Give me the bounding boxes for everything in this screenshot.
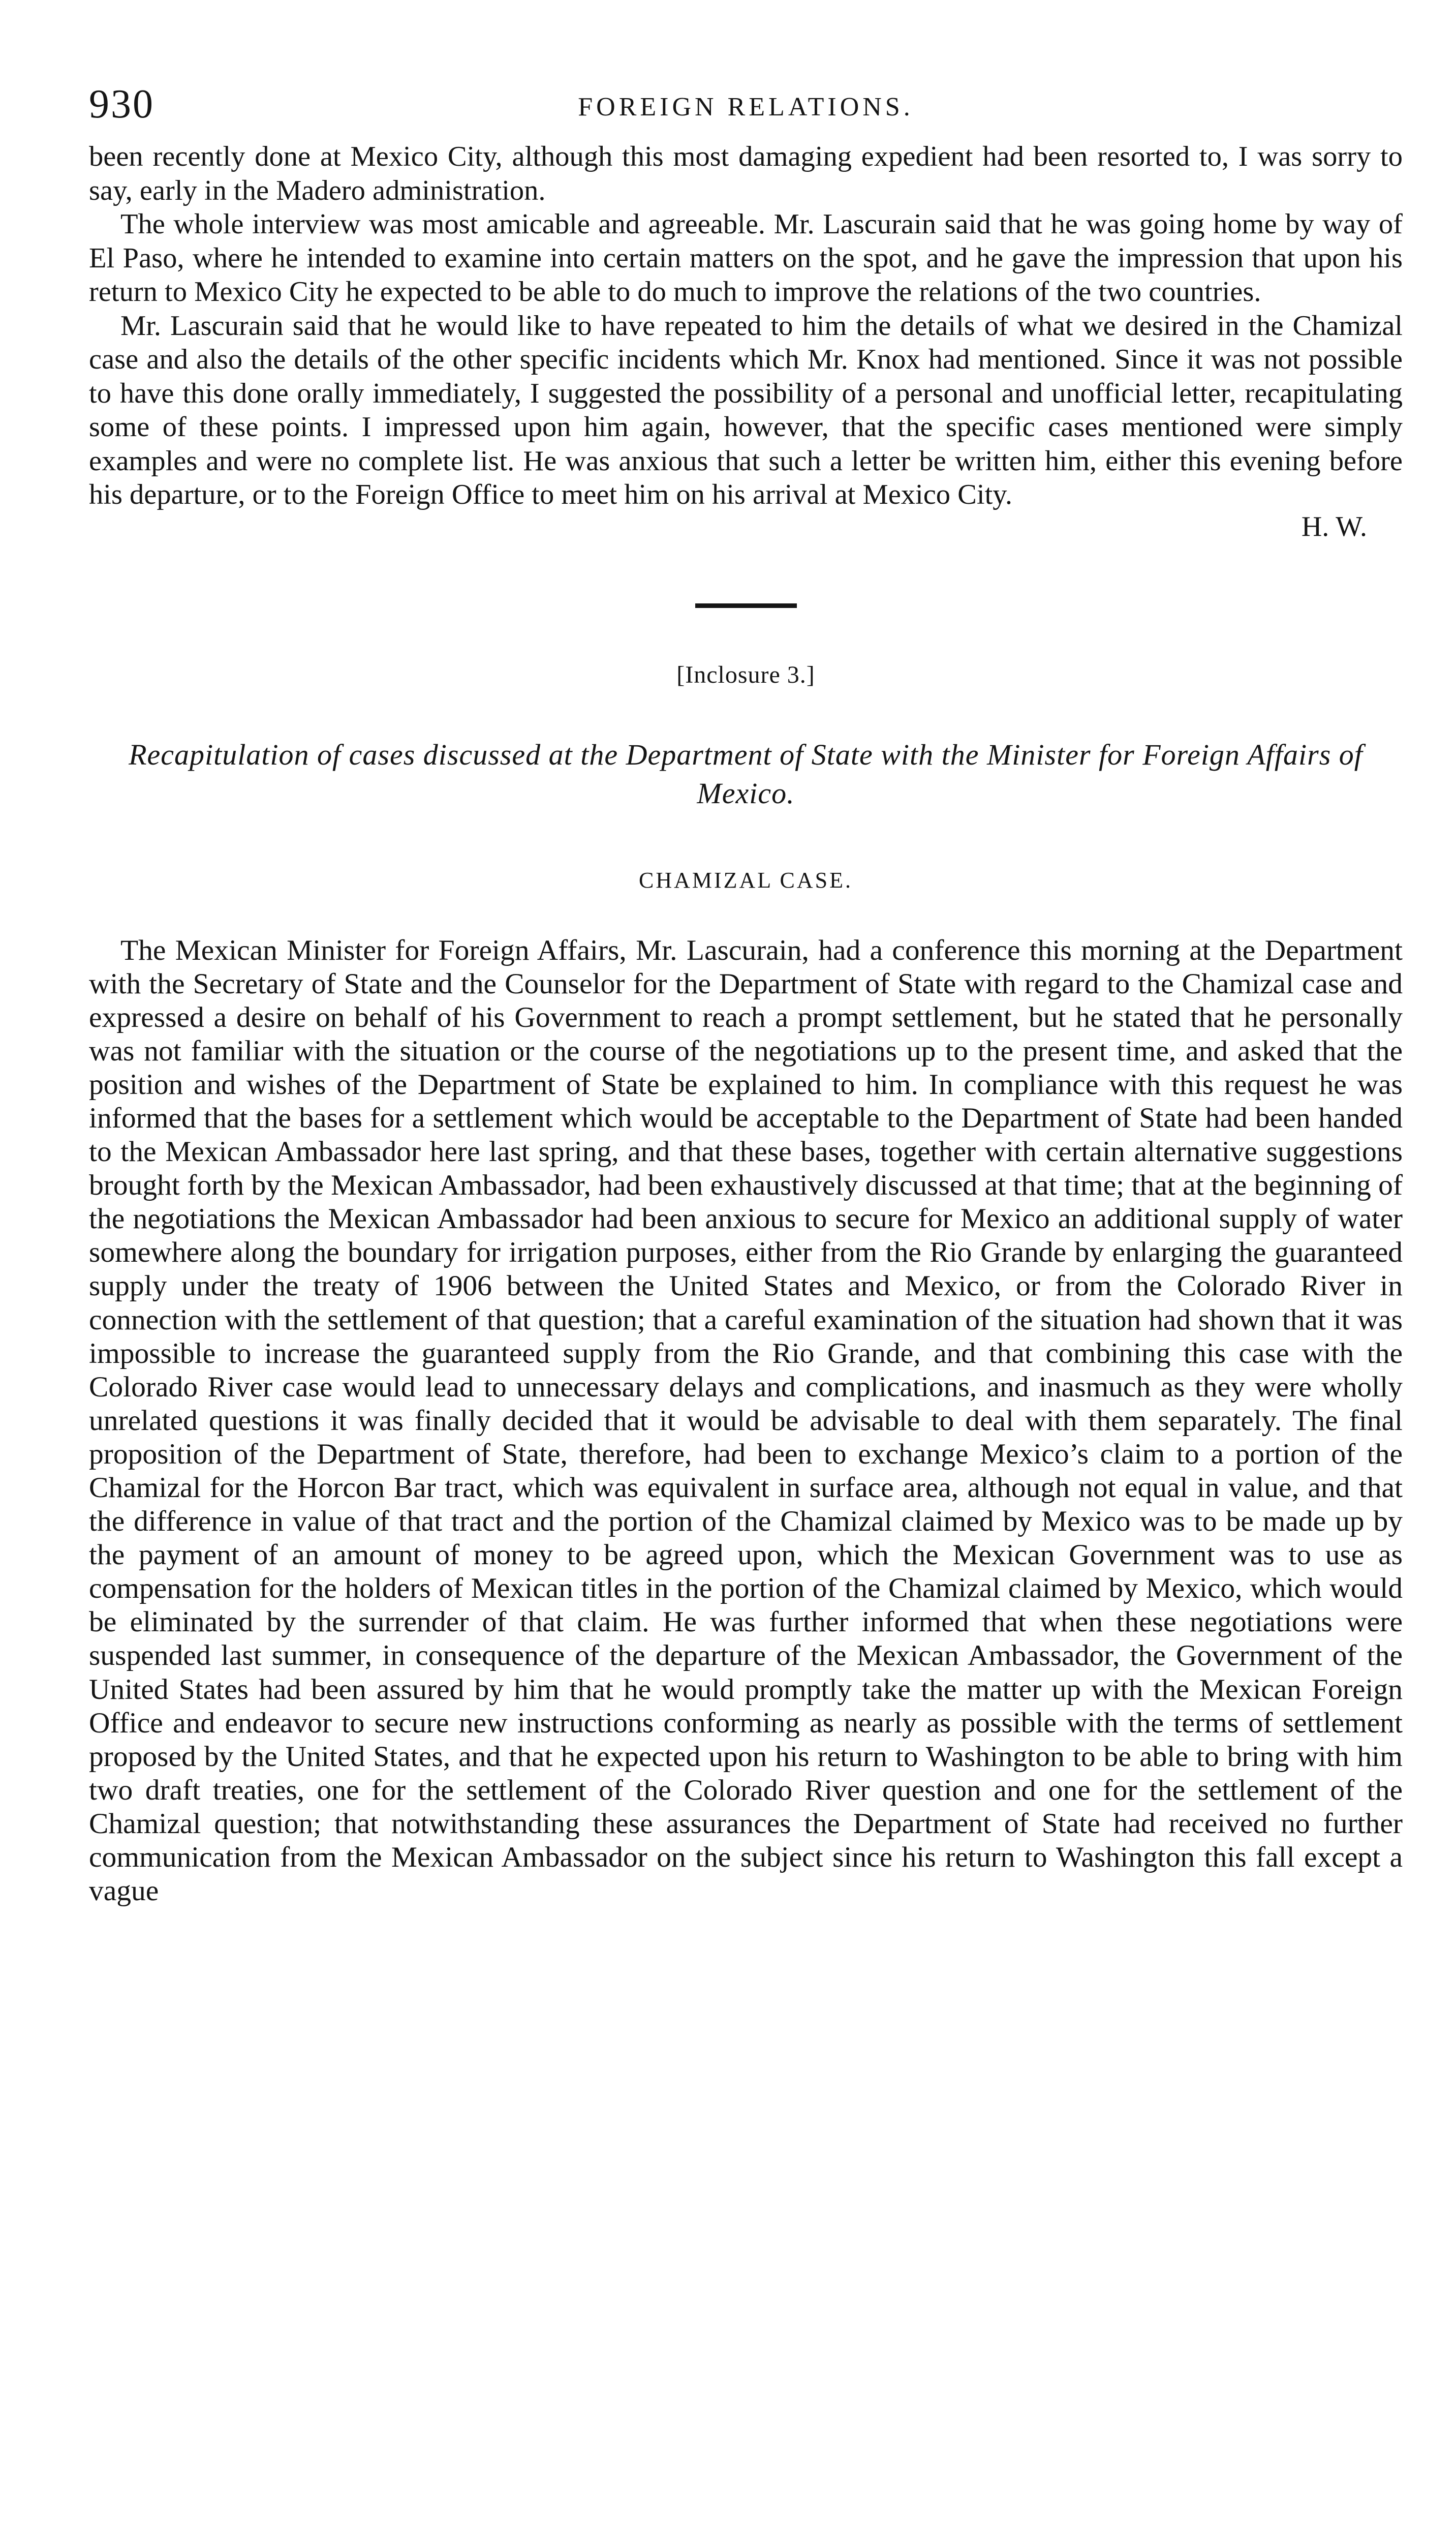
paragraph-details-request: Mr. Lascurain said that he would like to have repeated to him the details of what we desired in the Chamizal case and also the details of the other specific incidents which Mr. Knox had mentioned. Since it was not possible to have this done orally immediately, I suggested the possibility of a personal and unofficial letter, recapitulating some of these points. I impressed upon him again, however, that the specific cases mentioned were simply examples and were no complete list. He was anxious that such a letter be written him, either this evening before his departure, or to the Foreign Office to meet him on his arrival at Mexico City.: [89, 310, 1403, 510]
paragraph-interview: The whole interview was most amicable and agreeable. Mr. Lascurain said that he was going home by way of El Paso, where he intended to examine into certain matters on the spot, and he gave the impression that upon his return to Mexico City he expected to be able to do much to improve the relations of the two countries.: [89, 208, 1403, 308]
inclosure-label: [Inclosure 3.]: [676, 661, 815, 688]
paragraph-chamizal: The Mexican Minister for Foreign Affairs, Mr. Lascurain, had a conference this morning at the Department with the Secretary of State and the Counselor for the Department of State with regard to the Chamizal case and expressed a desire on behalf of his Government to reach a prompt settlement, but he stated that he personally was not familiar with the situation or the course of the negotiations up to the present time, and asked that the position and wishes of the Department of State be explained to him. In compliance with this request he was informed that the bases for a settlement which would be acceptable to the Department of State had been handed to the Mexican Ambassador here last spring, and that these bases, together with certain alternative suggestions brought forth by the Mexican Ambassador, had been exhaustively discussed at that time; that at the beginning of the negotiations the Mexican Ambassador had been anxious to secure for Mexico an additional supply of water somewhere along the boundary for irrigation purposes, either from the Rio Grande by enlarging the guaranteed supply under the treaty of 1906 between the United States and Mexico, or from the Colorado River in connection with the settlement of that question; that a careful examination of the situation had shown that it was impossible to increase the guaranteed supply from the Rio Grande, and that combining this case with the Colorado River case would lead to unnecessary delays and complications, and inasmuch as they were wholly unrelated questions it was finally decided that it would be advisable to deal with them separately. The final proposition of the Department of State, therefore, had been to exchange Mexico’s claim to a portion of the Chamizal for the Horcon Bar tract, which was equivalent in surface area, although not equal in value, and that the difference in value of that tract and the portion of the Chamizal claimed by Mexico was to be made up by the payment of an amount of money to be agreed upon, which the Mexican Government was to use as compensation for the holders of Mexican titles in the portion of the Chamizal claimed by Mexico, which would be eliminated by the surrender of that claim. He was further informed that when these negotiations were suspended last summer, in consequence of the departure of the Mexican Ambassador, the Government of the United States had been assured by him that he would promptly take the matter up with the Mexican Foreign Office and endeavor to secure new instructions conforming as nearly as possible with the terms of settlement proposed by the United States, and that he expected upon his return to Washington to be able to bring with him two draft treaties, one for the settlement of the Colorado River question and one for the settlement of the Chamizal question; that notwithstanding these assurances the Department of State had received no further communication from the Mexican Ambassador on the subject since his return to Washington this fall except a vague: [89, 934, 1403, 1907]
page-number: 930: [89, 82, 154, 127]
chamizal-case-text: [89, 934, 1403, 1908]
continued-letter: [89, 140, 1403, 512]
document-title: Recapitulation of cases discussed at the Department of State with the Minister for Foreign Affairs of Mexico.: [129, 738, 1363, 810]
paragraph-continued: been recently done at Mexico City, although this most damaging expedient had been resorted to, I was sorry to say, early in the Madero administration.: [89, 141, 1403, 206]
running-title: FOREIGN RELATIONS.: [578, 93, 914, 121]
section-divider: [695, 603, 797, 608]
page-header: [89, 84, 1403, 140]
section-heading: CHAMIZAL CASE.: [638, 867, 853, 893]
signature-initials: H. W.: [1301, 510, 1367, 542]
